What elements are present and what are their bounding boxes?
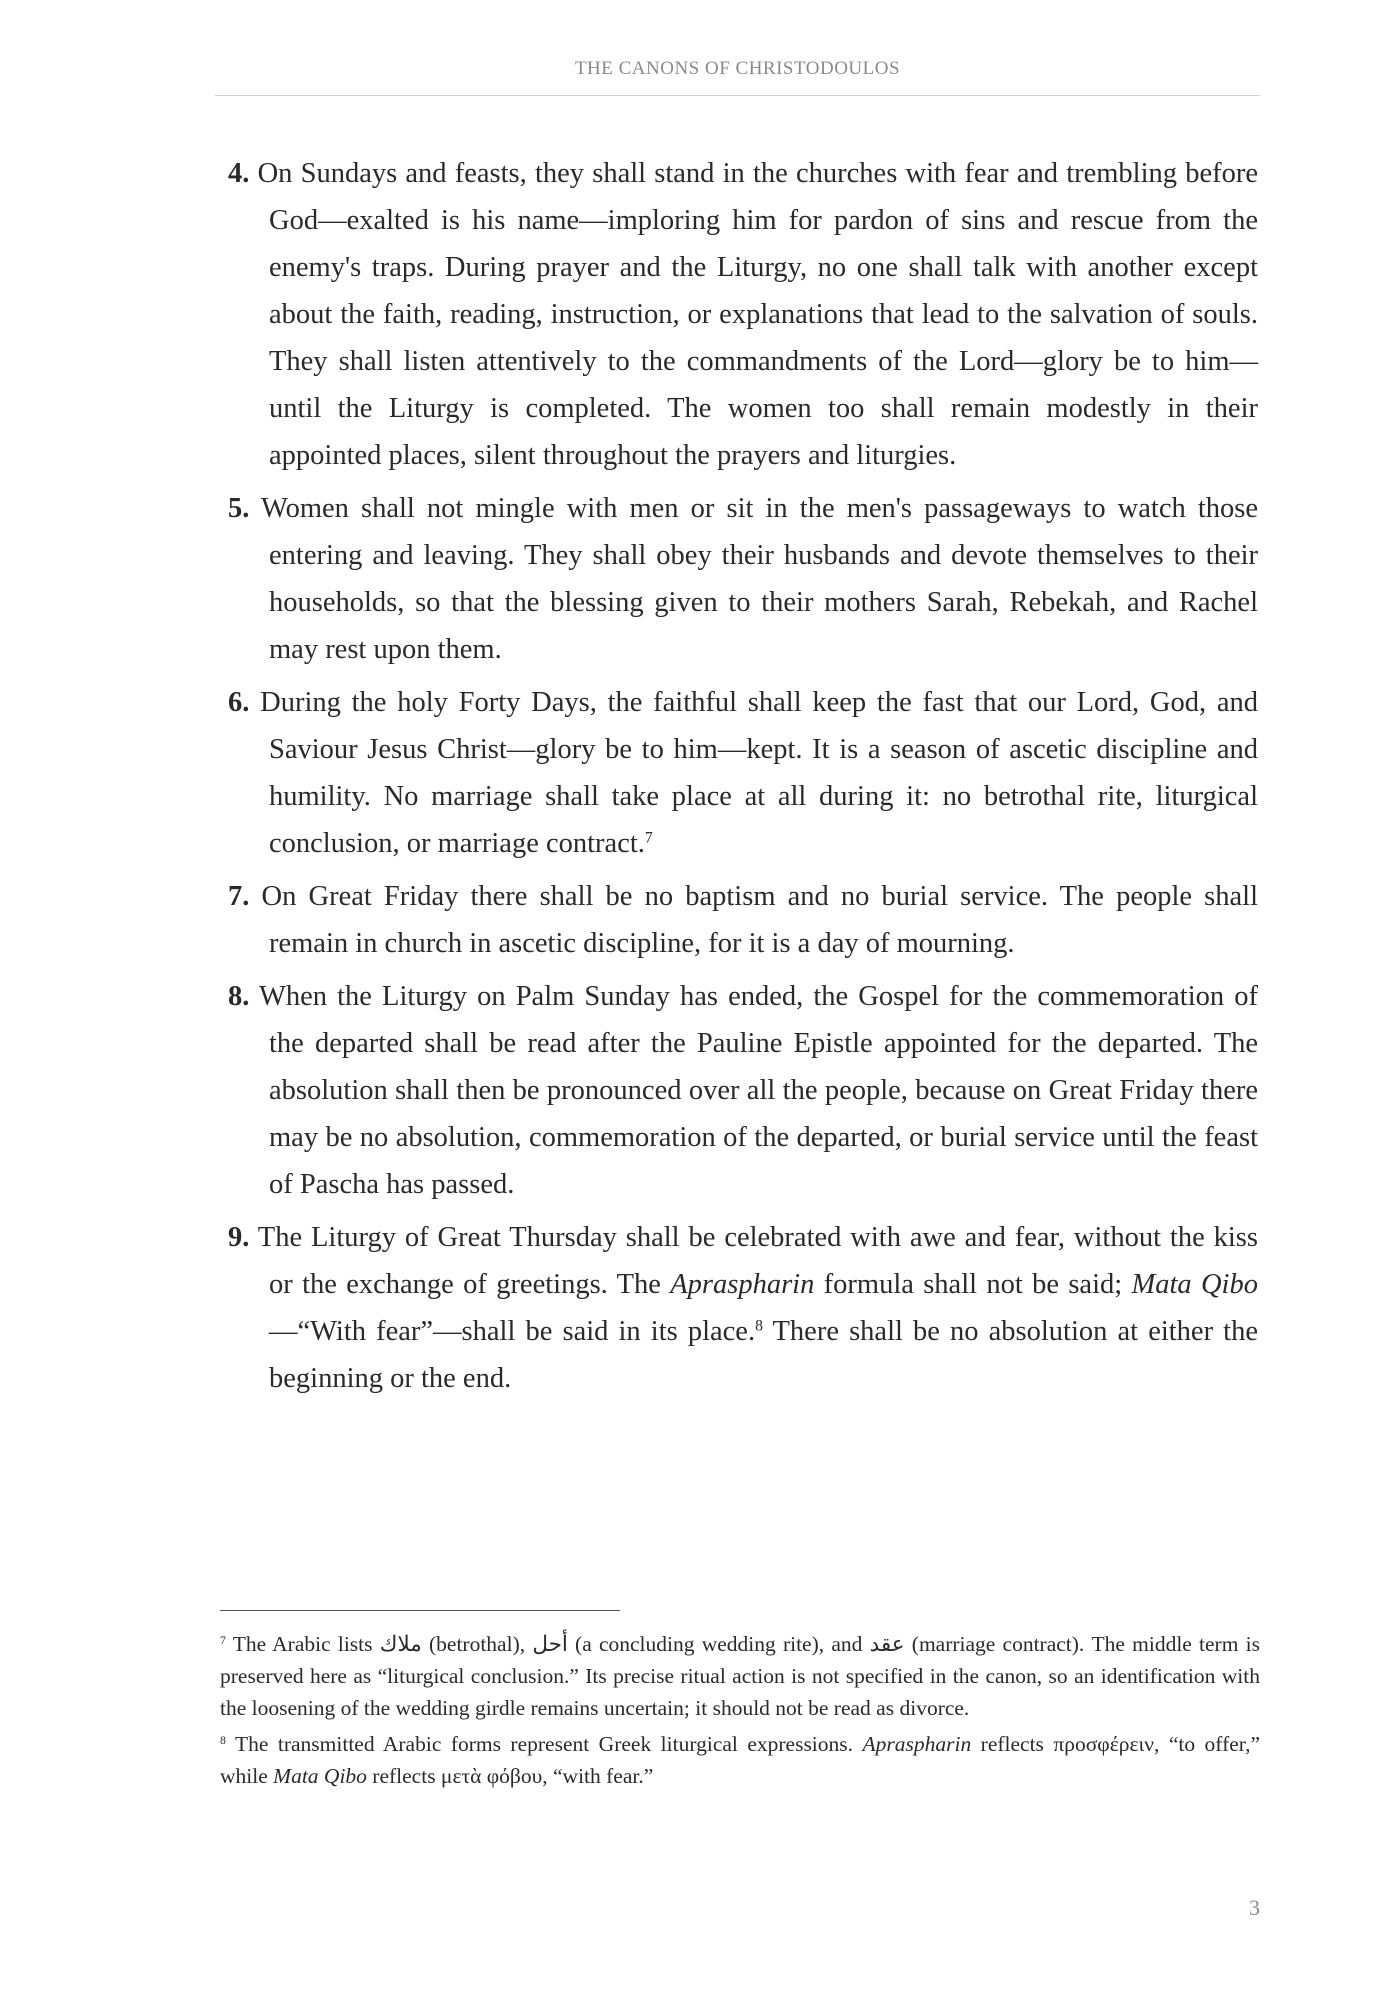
canon-8 xyxy=(228,973,1258,1208)
canon-text: —“With fear”—shall be said in its place. xyxy=(269,1316,756,1347)
canon-number: 7. xyxy=(228,881,250,912)
footnote-ref[interactable]: 8 xyxy=(755,1317,763,1335)
arabic-term: ملاك xyxy=(379,1632,422,1656)
canon-number: 9. xyxy=(228,1222,250,1253)
canon-7 xyxy=(228,873,1258,967)
footnote-7 xyxy=(220,1628,1260,1724)
canon-text: During the holy Forty Days, the faithful shall keep the fast that our Lord, God, and Saviour Jesus Christ—glory be to him—kept. It is a season of ascetic discipline and humility. No marriage shall take place at all during it: no betrothal rite, liturgical conclusion, or marriage contract. xyxy=(260,687,1259,859)
canon-number: 8. xyxy=(228,981,250,1012)
canon-text: When the Liturgy on Palm Sunday has ended, the Gospel for the commemoration of the departed shall be read after the Pauline Epistle appointed for the departed. The absolution shall then be pronounced over all the people, because on Great Friday there may be no absolution, commemoration of the departed, or burial service until the feast of Pascha has passed. xyxy=(258,981,1258,1200)
canon-9 xyxy=(228,1214,1258,1402)
term-mata-qibo: Mata Qibo xyxy=(273,1764,367,1788)
footnote-8 xyxy=(220,1728,1260,1792)
footnote-text: (betrothal), xyxy=(421,1632,533,1656)
footnote-number: 7 xyxy=(220,1632,226,1647)
canon-list xyxy=(228,150,1258,1408)
footnote-rule xyxy=(220,1610,620,1611)
canon-number: 5. xyxy=(228,493,250,524)
canon-5 xyxy=(228,485,1258,673)
footnote-text: (a concluding wedding rite), and xyxy=(567,1632,870,1656)
canon-text: There shall be no absolution at either the beginning or the end. xyxy=(269,1316,1259,1394)
canon-number: 6. xyxy=(228,687,250,718)
canon-number: 4. xyxy=(228,158,250,189)
canon-text: formula shall not be said; xyxy=(814,1269,1132,1300)
canon-4 xyxy=(228,150,1258,479)
canon-text: Women shall not mingle with men or sit in the men's passageways to watch those entering and leaving. They shall obey their husbands and devote themselves to their households, so that the blessing given to their mothers Sarah, Rebekah, and Rachel may rest upon them. xyxy=(260,493,1258,665)
footnote-text: (marriage contract). The middle term is preserved here as “liturgical conclusion.” Its precise ritual action is not specified in the canon, so an identification with the loosening of the wedding girdle remains uncertain; it should not be read as divorce. xyxy=(220,1632,1260,1720)
footnote-number: 8 xyxy=(220,1732,226,1747)
footnote-text: The Arabic lists xyxy=(232,1632,380,1656)
term-mata-qibo: Mata Qibo xyxy=(1131,1269,1258,1300)
term-apraspharin: Apraspharin xyxy=(670,1269,815,1300)
footnote-text: reflects μετὰ φόβου, “with fear.” xyxy=(366,1764,654,1788)
footnote-ref[interactable]: 7 xyxy=(644,829,653,847)
header-rule xyxy=(215,95,1260,96)
page-number: 3 xyxy=(1249,1895,1260,1920)
canon-text: On Sundays and feasts, they shall stand in the churches with fear and trembling before God—exalted is his name—imploring him for pardon of sins and rescue from the enemy's traps. During prayer and the Liturgy, no one shall talk with another except about the faith, reading, instruction, or explanations that lead to the salvation of souls. They shall listen attentively to the commandments of the Lord—glory be to him—until the Liturgy is completed. The women too shall remain modestly in their appointed places, silent throughout the prayers and liturgies. xyxy=(257,158,1258,471)
canon-text: On Great Friday there shall be no baptism and no burial service. The people shall remain in church in ascetic discipline, for it is a day of mourning. xyxy=(261,881,1259,959)
running-head: THE CANONS OF CHRISTODOULOS xyxy=(574,58,901,79)
term-apraspharin: Apraspharin xyxy=(862,1732,972,1756)
footnotes xyxy=(220,1628,1260,1796)
canon-text: The Liturgy of Great Thursday shall be celebrated with awe and fear, without the kiss or the exchange of greetings. The xyxy=(257,1222,1258,1300)
canon-6 xyxy=(228,679,1258,867)
footnote-text: reflects προσφέρειν, “to offer,” while xyxy=(220,1732,1260,1788)
footnote-text: The transmitted Arabic forms represent Greek liturgical expressions. xyxy=(234,1732,863,1756)
arabic-term: عقد xyxy=(869,1632,905,1656)
arabic-term: أحل xyxy=(532,1632,568,1656)
